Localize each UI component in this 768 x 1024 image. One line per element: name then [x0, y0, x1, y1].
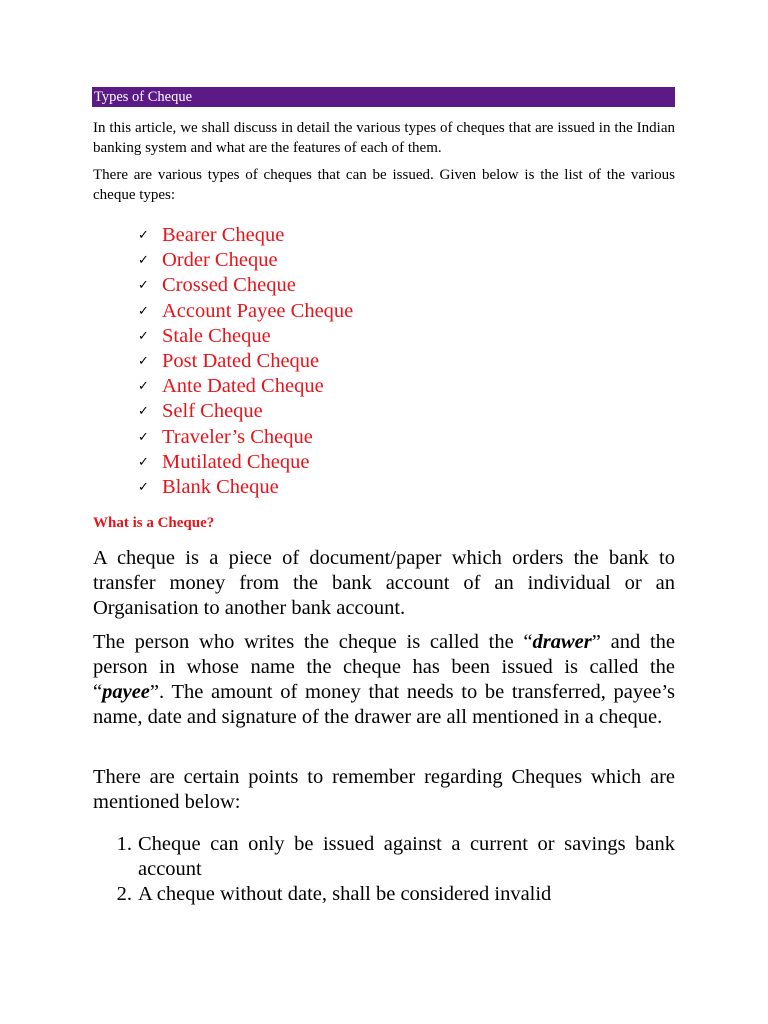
checkmark-icon: ✓	[138, 429, 149, 445]
list-item	[138, 324, 353, 349]
cheque-type-label: Crossed Cheque	[162, 274, 296, 297]
cheque-type-label: Traveler’s Cheque	[162, 425, 313, 448]
checkmark-icon: ✓	[138, 303, 149, 319]
checkmark-icon: ✓	[138, 328, 149, 344]
cheque-type-label: Mutilated Cheque	[162, 450, 310, 473]
points-intro-paragraph: There are certain points to remember regarding Cheques which are mentioned below:	[93, 766, 675, 813]
checkmark-icon: ✓	[138, 253, 149, 269]
list-item	[138, 349, 353, 374]
cheque-type-label: Bearer Cheque	[162, 224, 285, 247]
cheque-types-list	[138, 223, 353, 500]
definition-paragraph: A cheque is a piece of document/paper which orders the bank to transfer money from the bank account of an individual or an Organisation to another bank account.	[93, 547, 675, 619]
checkmark-icon: ✓	[138, 278, 149, 294]
list-item	[93, 882, 675, 907]
points-list	[93, 832, 675, 907]
list-number: 2.	[116, 883, 132, 905]
section-title-what-is-a-cheque: What is a Cheque?	[93, 515, 215, 531]
list-item	[138, 248, 353, 273]
cheque-type-label: Self Cheque	[162, 400, 263, 423]
cheque-type-label: Account Payee Cheque	[162, 299, 354, 322]
list-item	[138, 399, 353, 424]
list-item	[138, 425, 353, 450]
list-item	[138, 374, 353, 399]
cheque-type-label: Order Cheque	[162, 249, 278, 272]
drawer-payee-paragraph	[93, 630, 675, 730]
checkmark-icon: ✓	[138, 404, 149, 420]
list-number: 1.	[116, 833, 132, 855]
section-heading-types-of-cheque: Types of Cheque	[92, 87, 675, 107]
paragraph-text: ” and the person in whose name the cheque has been issued is called the “	[93, 631, 675, 703]
checkmark-icon: ✓	[138, 228, 149, 244]
list-item	[138, 223, 353, 248]
list-item	[138, 299, 353, 324]
drawer-term: drawer	[532, 631, 592, 653]
list-item	[138, 450, 353, 475]
cheque-type-label: Ante Dated Cheque	[162, 375, 324, 398]
paragraph-text: ”. The amount of money that needs to be transferred, payee’s name, date and signature of the drawer are all mentioned in a cheque.	[93, 681, 675, 728]
types-intro-paragraph: There are various types of cheques that can be issued. Given below is the list of the various cheque types:	[93, 167, 675, 203]
checkmark-icon: ✓	[138, 479, 149, 495]
point-text: Cheque can only be issued against a current or savings bank account	[138, 833, 675, 880]
list-item	[93, 832, 675, 882]
checkmark-icon: ✓	[138, 454, 149, 470]
paragraph-text: The person who writes the cheque is called the “	[93, 631, 533, 653]
list-item	[138, 273, 353, 298]
point-text: A cheque without date, shall be considered invalid	[138, 883, 552, 905]
intro-paragraph: In this article, we shall discuss in detail the various types of cheques that are issued in the Indian banking system and what are the features of each of them.	[93, 120, 675, 156]
list-item	[138, 475, 353, 500]
checkmark-icon: ✓	[138, 354, 149, 370]
cheque-type-label: Stale Cheque	[162, 324, 271, 347]
cheque-type-label: Post Dated Cheque	[162, 350, 320, 373]
payee-term: payee	[102, 681, 150, 703]
cheque-type-label: Blank Cheque	[162, 475, 279, 498]
checkmark-icon: ✓	[138, 379, 149, 395]
